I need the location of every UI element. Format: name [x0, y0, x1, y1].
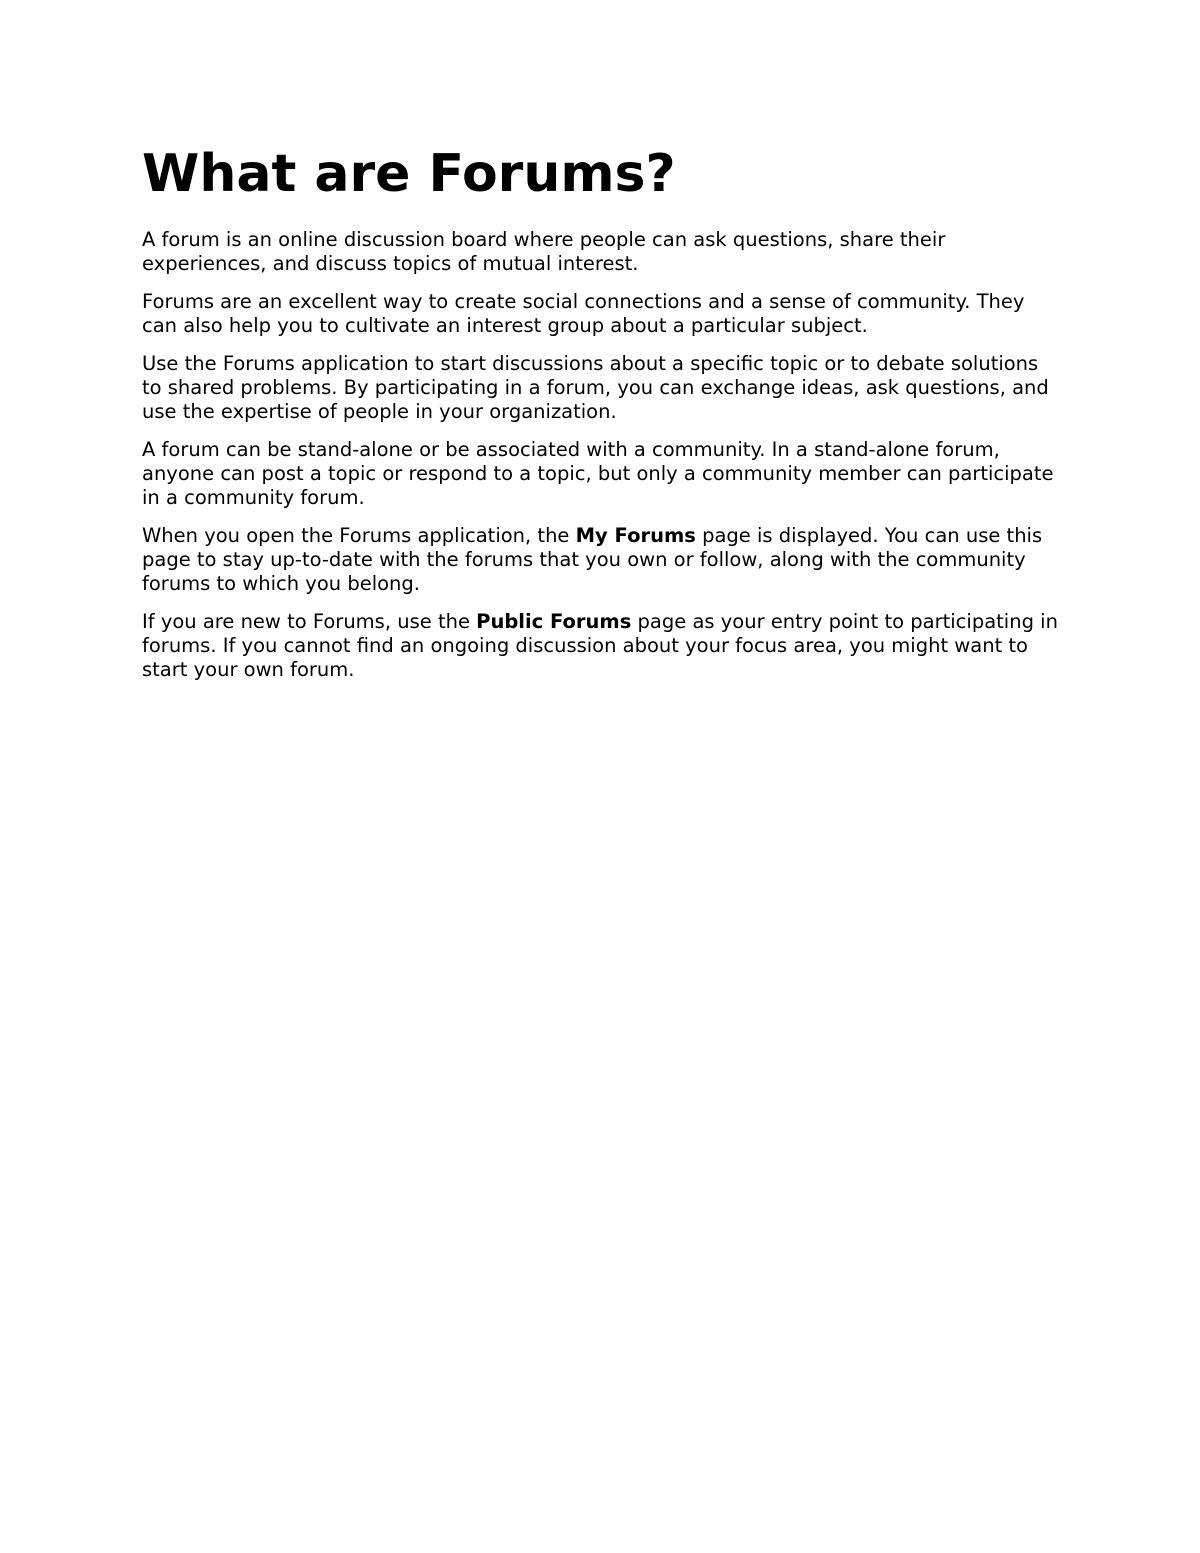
paragraph-public-forums-before: If you are new to Forums, use the [142, 610, 477, 633]
paragraph-forums-application-use: Use the Forums application to start discussions about a specific topic or to debate solutions to shared problems. By participating in a forum, you can exchange ideas, ask questions, and use the expertise of people in your organization. [142, 352, 1049, 423]
paragraph-my-forums [142, 524, 1062, 596]
paragraph-forum-benefits: Forums are an excellent way to create social connections and a sense of community. They can also help you to cultivate an interest group about a particular subject. [142, 290, 1025, 337]
my-forums-bold-label: My Forums [575, 524, 696, 547]
paragraph-forum-types: A forum can be stand-alone or be associated with a community. In a stand-alone forum, anyone can post a topic or respond to a topic, but only a community member can participate in a community forum. [142, 438, 1054, 509]
page-title: What are Forums? [142, 144, 676, 204]
document-page [142, 143, 1062, 696]
public-forums-bold-label: Public Forums [476, 610, 632, 633]
paragraph-public-forums [142, 610, 1062, 682]
paragraph-public-forums-after: page as your entry point to participating in forums. If you cannot find an ongoing discussion about your focus area, you might want to start your own forum. [142, 610, 1058, 681]
paragraph-my-forums-after: page is displayed. You can use this page to stay up-to-date with the forums that you own or follow, along with the community forums to which you belong. [142, 524, 1043, 595]
paragraph-my-forums-before: When you open the Forums application, the [142, 524, 576, 547]
paragraph-forum-definition: A forum is an online discussion board where people can ask questions, share their experiences, and discuss topics of mutual interest. [142, 228, 946, 275]
